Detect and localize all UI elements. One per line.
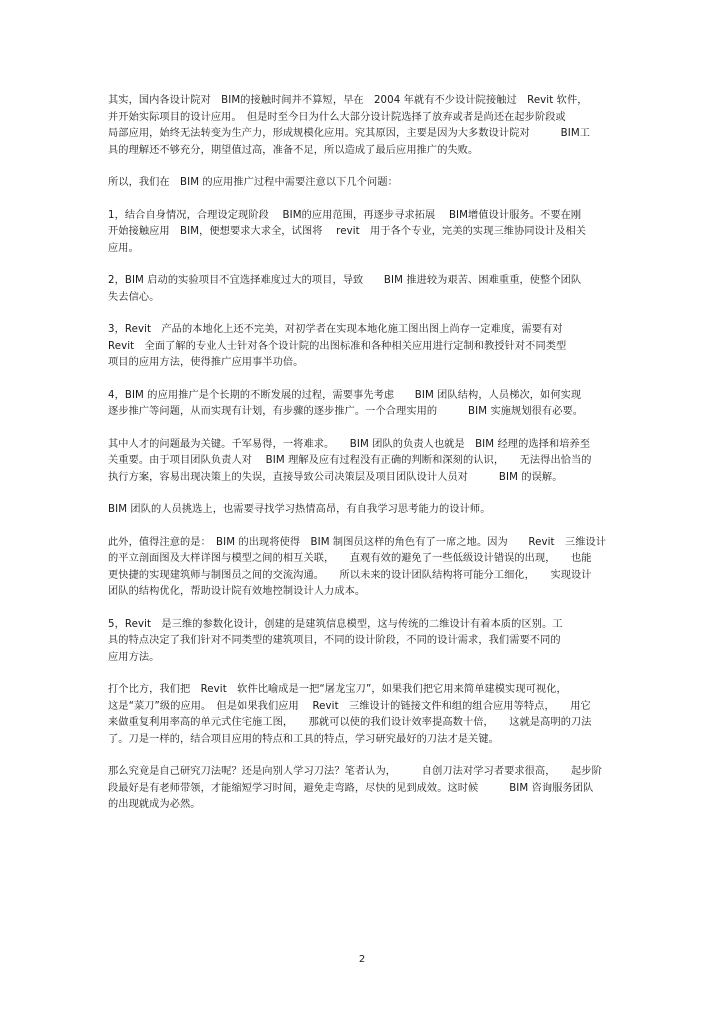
text-line: 4，BIM 的应用推广是个长期的不断发展的过程，需要事先考虑 BIM 团队结构，人员梯次，如何实现: [108, 389, 582, 401]
text-line: 并开始实际项目的设计应用。 但是时至今日为什么大部分设计院选择了放弃或者是尚还在起步阶段或: [108, 111, 566, 123]
text-line: 段最好是有老师带领，才能缩短学习时间，避免走弯路，尽快的见到成效。这时候 BIM 咨询服务团队: [108, 782, 594, 794]
text-line: 2，BIM 启动的实验项目不宜选择难度过大的项目，导致 BIM 推进较为艰苦、困难重重，使整个团队: [108, 275, 582, 286]
paragraph: [108, 437, 616, 487]
paragraph: [108, 617, 616, 667]
paragraph: [108, 93, 616, 159]
text-line: 开始接触应用 BIM，便想要求大求全，试图将 revit 用于各个专业，完美的实现三维协同设计及相关: [108, 226, 587, 237]
text-line: 的平立剖面图及大样详图与模型之间的相互关联， 直观有效的避免了一些低级设计错误的出现， 也能: [108, 553, 592, 564]
text-line: 所以，我们在 BIM 的应用推广过程中需要注意以下几个问题：: [108, 177, 398, 188]
text-line: 执行方案，容易出现决策上的失误，直接导致公司决策层及项目团队设计人员对 BIM 的误解。: [108, 471, 563, 483]
text-line: 更快捷的实现建筑师与制图员之间的交流沟通。 所以未来的设计团队结构将可能分工细化， 实现设计: [108, 569, 592, 581]
text-line: 5，Revit 是三维的参数化设计，创建的是建筑信息模型，这与传统的二维设计有着本质的区别。工: [108, 618, 563, 630]
text-line: 那么究竟是自己研究刀法呢？还是向别人学习刀法？笔者认为， 自创刀法对学习者要求很高， 起步阶: [108, 766, 602, 777]
text-line: 1，结合自身情况，合理设定现阶段 BIM的应用范围，再逐步寻求拓展 BIM增值设计服务。不要在刚: [108, 209, 582, 221]
text-line: 应用方法。: [108, 651, 160, 663]
page-number: 2: [358, 954, 366, 965]
text-line: 应用。: [108, 242, 139, 254]
text-line: 团队的结构优化，帮助设计院有效地控制设计人力成本。: [108, 586, 366, 597]
text-line: 逐步推广等问题，从而实现有计划，有步骤的逐步推广。一个合理实用的 BIM 实施规划很有必要。: [108, 406, 584, 417]
text-line: 的出现就成为必然。: [108, 799, 201, 810]
text-line: 了。刀是一样的，结合项目应用的特点和工具的特点，学习研究最好的刀法才是关键。: [108, 733, 499, 745]
paragraph: [108, 322, 616, 372]
paragraph: [108, 502, 616, 519]
text-line: 具的特点决定了我们针对不同类型的建筑项目，不同的设计阶段，不同的设计需求，我们需要不同的: [108, 635, 561, 646]
body-text: [108, 93, 616, 830]
text-line: 这是“菜刀”级的应用。 但是如果我们应用 Revit 三维设计的链接文件和组的组合应用等特点， 用它: [108, 700, 591, 712]
text-line: 失去信心。: [108, 291, 160, 303]
paragraph: [108, 273, 616, 306]
paragraph: [108, 535, 616, 601]
text-line: 来做重复利用率高的单元式住宅施工图， 那就可以使的我们设计效率提高数十倍， 这就是高明的刀法: [108, 717, 592, 728]
paragraph: [108, 388, 616, 421]
text-line: 打个比方，我们把 Revit 软件比喻成是一把“屠龙宝刀”，如果我们把它用来简单建模实现可视化，: [108, 684, 567, 695]
text-line: 其中人才的问题最为关键。千军易得，一将难求。 BIM 团队的负责人也就是 BIM 经理的选择和培养至: [108, 438, 591, 450]
text-line: 此外，值得注意的是： BIM 的出现将使得 BIM 制图员这样的角色有了一席之地。因为 Revit 三维设计: [108, 536, 607, 548]
text-line: 关重要。由于项目团队负责人对 BIM 理解及应有过程没有正确的判断和深刻的认识， 无法得出恰当的: [108, 455, 592, 466]
paragraph: [108, 208, 616, 258]
text-line: Revit 全面了解的专业人士针对各个设计院的出图标准和各种相关应用进行定制和教授针对不同类型: [108, 340, 567, 352]
paragraph: [108, 175, 616, 192]
text-line: 局部应用，始终无法转变为生产力，形成规模化应用。究其原因，主要是因为大多数设计院对 BIM工: [108, 128, 591, 139]
paragraph: [108, 682, 616, 748]
text-line: 3，Revit 产品的本地化上还不完美，对初学者在实现本地化施工图出图上尚存一定难度，需要有对: [108, 324, 563, 335]
text-line: 其实，国内各设计院对 BIM的接触时间并不算短，早在 2004 年就有不少设计院接触过 Revit 软件，: [108, 95, 588, 106]
text-line: 项目的应用方法，使得推广应用事半功倍。: [108, 357, 304, 368]
text-line: 具的理解还不够充分，期望值过高，准备不足，所以造成了最后应用推广的失败。: [108, 144, 479, 156]
paragraph: [108, 764, 616, 814]
text-line: BIM 团队的人员挑选上，也需要寻找学习热情高昂，有自我学习思考能力的设计师。: [108, 504, 491, 515]
